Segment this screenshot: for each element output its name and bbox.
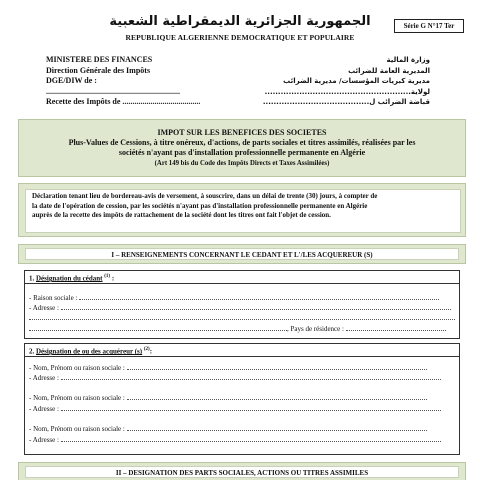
- acquereur-3-nom-row: [29, 425, 455, 434]
- french-republic-title: REPUBLIQUE ALGERIENNE DEMOCRATIQUE ET POPULAIRE: [125, 33, 355, 42]
- acquereur-heading-colon: :: [149, 347, 153, 356]
- section-1-header: [18, 244, 466, 264]
- direction-label: Direction Générale des Impôts: [46, 65, 151, 75]
- cedant-box: [24, 270, 460, 339]
- cedant-adresse-row: [29, 304, 455, 313]
- ministry-label-ar: وزارة المالية: [386, 56, 430, 64]
- serie-badge: Série G N°17 Ter: [394, 19, 464, 33]
- impot-description-line2: sociétés n'ayant pas d'installation professionnelle permanente en Algérie: [118, 148, 366, 158]
- acquereur-1-nom-label: - Nom, Prénom ou raison sociale :: [29, 364, 125, 372]
- acquereur-2-adresse-row: [29, 405, 455, 414]
- administration-right-block: [263, 55, 430, 108]
- acquereur-1-adresse-label: - Adresse :: [29, 374, 59, 382]
- cedant-adresse-label: - Adresse :: [29, 304, 59, 312]
- declaration-line2: la date de l'opération de cession, par les sociétés n'ayant pas d'installation professionnelle permanente en Algérie: [32, 201, 368, 210]
- recette-field-ar[interactable]: قباضة الضرائب ل........................................: [262, 98, 430, 106]
- section-2-header: [18, 462, 466, 480]
- pays-residence-field[interactable]: [346, 325, 446, 331]
- acquereur-3-adresse-field[interactable]: [61, 436, 441, 442]
- acquereur-1-adresse-row: [29, 374, 455, 383]
- acquereur-3-adresse-row: [29, 436, 455, 445]
- impot-description-line1: Plus-Values de Cessions, à titre onéreux, d'actions, de parts sociales et titres assimilés, réalisées par les: [68, 138, 416, 148]
- directorate-label-ar: مديرية كبريات المؤسسات/ مديرية الضرائب: [283, 77, 430, 85]
- cedant-adresse-field[interactable]: [61, 304, 451, 310]
- cedant-heading-colon: :: [110, 274, 115, 283]
- cedant-adresse-field-3[interactable]: [29, 325, 287, 331]
- raison-sociale-label: - Raison sociale :: [29, 294, 78, 302]
- administration-left-block: [46, 55, 200, 108]
- acquereur-2-nom-label: - Nom, Prénom ou raison sociale :: [29, 394, 125, 402]
- declaration-panel: [18, 183, 466, 237]
- section-1-title: I – RENSEIGNEMENTS CONCERNANT LE CEDANT ET L'/LES ACQUEREUR (S): [25, 248, 459, 260]
- acquereur-2-nom-row: [29, 394, 455, 403]
- raison-sociale-row: [29, 294, 455, 303]
- cedant-heading: [25, 271, 459, 284]
- acquereur-1-nom-field[interactable]: [127, 364, 427, 370]
- arabic-republic-title: الجمهورية الجزائرية الديمقراطية الشعبية: [109, 14, 371, 29]
- pays-residence-row: [29, 325, 455, 334]
- acquereur-3-nom-field[interactable]: [127, 425, 427, 431]
- acquereur-box: [24, 343, 460, 455]
- acquereur-3-nom-label: - Nom, Prénom ou raison sociale :: [29, 425, 125, 433]
- recette-field[interactable]: Recette des Impôts de .......................................: [46, 97, 201, 106]
- impot-title-panel: [18, 119, 466, 177]
- acquereur-2-nom-field[interactable]: [127, 394, 427, 400]
- acquereur-footnote-ref: (2): [143, 347, 150, 352]
- acquereur-2-adresse-field[interactable]: [61, 405, 441, 411]
- direction-label-ar: المديرية العامة للضرائب: [348, 66, 430, 75]
- cedant-heading-text: Désignation du cédant: [36, 274, 103, 283]
- cedant-footnote-ref: (1): [104, 274, 111, 279]
- dge-diw-label: DGE/DIW de :: [46, 76, 97, 85]
- cedant-adresse-field-2[interactable]: [29, 314, 455, 320]
- acquereur-heading: [25, 344, 459, 357]
- acquereur-heading-text: Désignation de ou des acquéreur (s): [36, 347, 143, 356]
- wilaya-field-ar[interactable]: لولاية.......................................................: [264, 87, 430, 96]
- acquereur-1-adresse-field[interactable]: [61, 374, 441, 380]
- declaration-text-box: [25, 189, 461, 233]
- acquereur-2-adresse-label: - Adresse :: [29, 405, 59, 413]
- section-2-title: II – DESIGNATION DES PARTS SOCIALES, ACTIONS OU TITRES ASSIMILES: [25, 466, 459, 478]
- acquereur-3-adresse-label: - Adresse :: [29, 436, 59, 444]
- acquereur-1-nom-row: [29, 364, 455, 373]
- ministry-label: MINISTERE DES FINANCES: [46, 55, 153, 64]
- cedant-adresse-row-2: [29, 314, 455, 323]
- declaration-line3: auprès de la recette des impôts de rattachement de la société dont les titres ont fait l'objet de cession.: [32, 211, 331, 219]
- cedant-heading-number: 1.: [29, 274, 35, 283]
- pays-residence-label: , Pays de résidence :: [287, 325, 344, 333]
- raison-sociale-field[interactable]: [79, 294, 439, 300]
- dge-diw-field[interactable]: ...................................................................: [46, 86, 180, 96]
- declaration-line1: Déclaration tenant lieu de bordereau-avis de versement, à souscrire, dans un délai de trente (30) jours, à compter de: [32, 192, 378, 200]
- acquereur-heading-number: 2.: [29, 347, 35, 356]
- legal-reference: (Art 149 bis du Code des Impôts Directs et Taxes Assimilées): [154, 159, 330, 167]
- impot-title: IMPOT SUR LES BENEFICES DES SOCIETES: [157, 128, 327, 137]
